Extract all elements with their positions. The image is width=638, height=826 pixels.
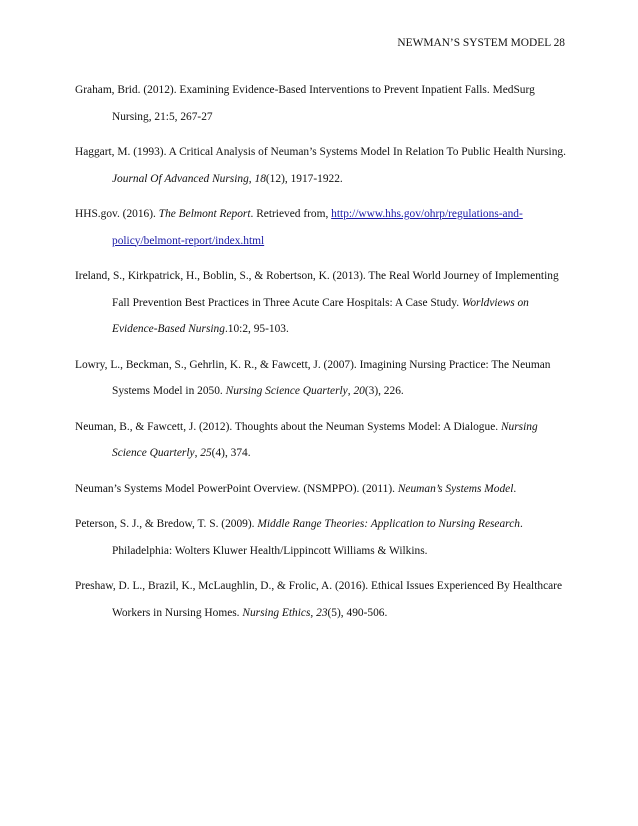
reference-text: Preshaw, D. L., Brazil, K., McLaughlin, D., & Frolic, A. (2016). Ethical Issues Experienced By Healthcare Workers in Nursing Homes. bbox=[75, 580, 563, 619]
reference-source: MedSurg Nursing, 21:5, 267-27 bbox=[112, 84, 535, 123]
reference-rest: (4), 374. bbox=[211, 447, 251, 459]
reference-hhs bbox=[75, 201, 570, 254]
reference-haggart bbox=[75, 139, 570, 192]
belmont-report-link[interactable]: http://www.hhs.gov/ohrp/regulations-and-policy/belmont-report/index.html bbox=[112, 208, 523, 247]
running-head: NEWMAN’S SYSTEM MODEL 28 bbox=[397, 37, 565, 49]
reference-neuman-fawcett bbox=[75, 414, 570, 467]
reference-text: Neuman, B., & Fawcett, J. (2012). Thoughts about the Neuman Systems Model: A Dialogue. bbox=[75, 420, 501, 433]
reference-mid: . Retrieved from, bbox=[250, 208, 332, 220]
reference-graham bbox=[75, 77, 570, 130]
reference-list bbox=[75, 77, 570, 635]
reference-text: Haggart, M. (1993). A Critical Analysis of Neuman’s Systems Model In Relation To Public Health Nursing. bbox=[75, 146, 566, 158]
reference-peterson bbox=[75, 511, 570, 564]
journal-volume: 25 bbox=[200, 447, 212, 459]
separator: , bbox=[194, 447, 201, 459]
reference-rest: .10:2, 95-103. bbox=[224, 323, 289, 335]
reference-text: Lowry, L., Beckman, S., Gehrlin, K. R., & Fawcett, J. (2007). Imagining Nursing Practice: The Neuman Systems Model in 2050. bbox=[75, 358, 551, 397]
reference-rest: (3), 226. bbox=[364, 385, 404, 397]
journal-title: Journal Of Advanced Nursing bbox=[112, 172, 249, 185]
reference-text: Graham, Brid. (2012). Examining Evidence-Based Interventions to Prevent Inpatient Falls. bbox=[75, 84, 490, 96]
journal-title: Nursing Ethics bbox=[242, 606, 311, 619]
separator: , bbox=[310, 606, 317, 619]
journal-title: Nursing Science Quarterly bbox=[225, 385, 348, 397]
reference-rest: . bbox=[513, 482, 517, 495]
reference-rest: . Philadelphia: Wolters Kluwer Health/Lippincott Williams & Wilkins. bbox=[112, 518, 523, 557]
reference-text: HHS.gov. (2016). bbox=[75, 208, 159, 220]
journal-volume: 20 bbox=[353, 385, 365, 397]
reference-lowry bbox=[75, 352, 570, 405]
journal-title: Nursing Science Quarterly bbox=[112, 420, 538, 459]
reference-text: Ireland, S., Kirkpatrick, H., Boblin, S., & Robertson, K. (2013). The Real World Journey of Implementing Fall Prevention Best Practices in Three Acute Care Hospitals: A Case Study. bbox=[75, 270, 559, 309]
reference-text: Neuman’s Systems Model PowerPoint Overview. (NSMPPO). (2011). bbox=[75, 482, 398, 495]
reference-rest: (5), 490-506. bbox=[327, 606, 388, 619]
journal-title: Worldviews on Evidence-Based Nursing bbox=[112, 296, 529, 335]
work-title: Neuman’s Systems Model bbox=[397, 482, 514, 495]
report-title: The Belmont Report bbox=[158, 208, 251, 220]
reference-ireland bbox=[75, 263, 570, 343]
journal-volume: 18 bbox=[254, 172, 266, 185]
reference-rest: (12), 1917-1922. bbox=[265, 172, 343, 185]
separator: , bbox=[347, 385, 354, 397]
reference-nsmppo bbox=[75, 476, 570, 503]
reference-preshaw bbox=[75, 573, 570, 626]
journal-volume: 23 bbox=[316, 606, 328, 619]
reference-text: Peterson, S. J., & Bredow, T. S. (2009). bbox=[75, 518, 258, 530]
separator: , bbox=[248, 172, 255, 185]
book-title: Middle Range Theories: Application to Nursing Research bbox=[257, 518, 520, 530]
